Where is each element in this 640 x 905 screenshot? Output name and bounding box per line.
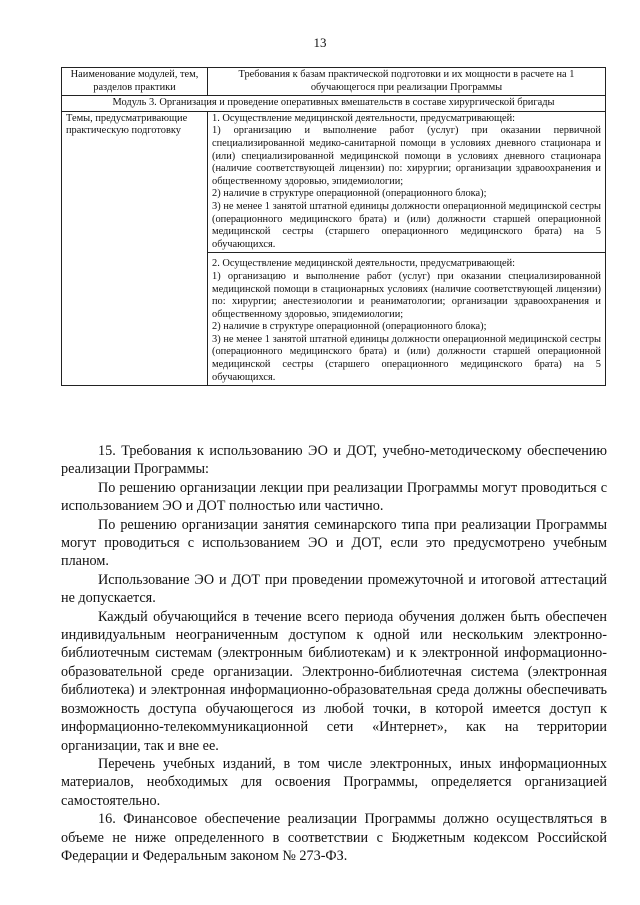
section-2-item: 1) организацию и выполнение работ (услуг) при оказании специализированной медицинской помощи в стационарных условиях (наличие соответствующей лицензии) по: хирургии; анестезиологии и реаниматологии; организации здравоохранения и общественному здоровью, эпидемиологии; — [212, 270, 601, 320]
section-2-item: 3) не менее 1 занятой штатной единицы должности операционной медицинской сестры (операционного медицинского брата) и (или) должности старшей операционной медицинской сестры (старшего операционного медицинского брата) на 5 обучающихся. — [212, 333, 601, 383]
body-text — [61, 442, 607, 865]
section-2-item: 2) наличие в структуре операционной (операционного блока); — [212, 321, 487, 333]
page-number: 13 — [313, 35, 327, 50]
paragraph: По решению организации лекции при реализации Программы могут проводиться с использованием ЭО и ДОТ полностью или частично. — [61, 479, 607, 515]
section-2-title: 2. Осуществление медицинской деятельности, предусматривающей: — [212, 258, 516, 270]
table-row — [62, 111, 606, 253]
topics-label: Темы, предусматривающие практическую подготовку — [62, 111, 208, 385]
section-1-item: 1) организацию и выполнение работ (услуг) при оказании первичной специализированной медико-санитарной помощи в условиях дневного стационара и (или) специализированной медицинской помощи в условиях дневного стационара (наличие соответствующей лицензии) по: хирургии; организации здравоохранения и общественному здоровью, эпидемиологии; — [212, 125, 601, 187]
paragraph: По решению организации занятия семинарского типа при реализации Программы могут проводиться с использованием ЭО и ДОТ, если это предусмотрено учебным планом. — [61, 516, 607, 570]
paragraph: Использование ЭО и ДОТ при проведении промежуточной и итоговой аттестаций не допускается. — [61, 571, 607, 607]
paragraph-15-heading: 15. Требования к использованию ЭО и ДОТ, учебно-методическому обеспечению реализации Программы: — [61, 443, 607, 478]
header-modules-column: Наименование модулей, тем, разделов практики — [62, 68, 208, 96]
header-requirements-column: Требования к базам практической подготовки и их мощности в расчете на 1 обучающегося при реализации Программы — [208, 68, 606, 96]
paragraph-16-heading: 16. Финансовое обеспечение реализации Программы должно осуществляться в объеме не ниже определенного в соответствии с Бюджетным кодексом Российской Федерации и Федеральным законом № 273-ФЗ. — [61, 811, 607, 864]
paragraph: Перечень учебных изданий, в том числе электронных, иных информационных материалов, необходимых для освоения Программы, определяется организацией самостоятельно. — [61, 755, 607, 809]
section-1-title: 1. Осуществление медицинской деятельности, предусматривающей: — [212, 112, 516, 124]
section-2 — [208, 253, 606, 386]
section-1 — [208, 111, 606, 253]
paragraph: Каждый обучающийся в течение всего периода обучения должен быть обеспечен индивидуальным неограниченным доступом к одной или нескольким электронно-библиотечным системам (электронным библиотекам) и к электронной информационно-образовательной среде организации. Электронно-библиотечная система (электронная библиотека) и электронная информационно-образовательная среда должны обеспечивать возможность доступа обучающегося из любой точки, в которой имеется доступ к информационно-телекоммуникационной сети «Интернет», как на территории организации, так и вне ее. — [61, 608, 607, 754]
table-header-row — [62, 68, 606, 96]
module-row — [62, 96, 606, 112]
section-1-item: 2) наличие в структуре операционной (операционного блока); — [212, 188, 487, 200]
requirements-table — [61, 67, 606, 386]
section-1-item: 3) не менее 1 занятой штатной единицы должности операционной медицинской сестры (операционного медицинского брата) и (или) должности старшей операционной медицинской сестры (старшего операционного медицинского брата) на 5 обучающихся. — [212, 200, 601, 250]
module-title: Модуль 3. Организация и проведение оперативных вмешательств в составе хирургической бригады — [62, 96, 606, 112]
